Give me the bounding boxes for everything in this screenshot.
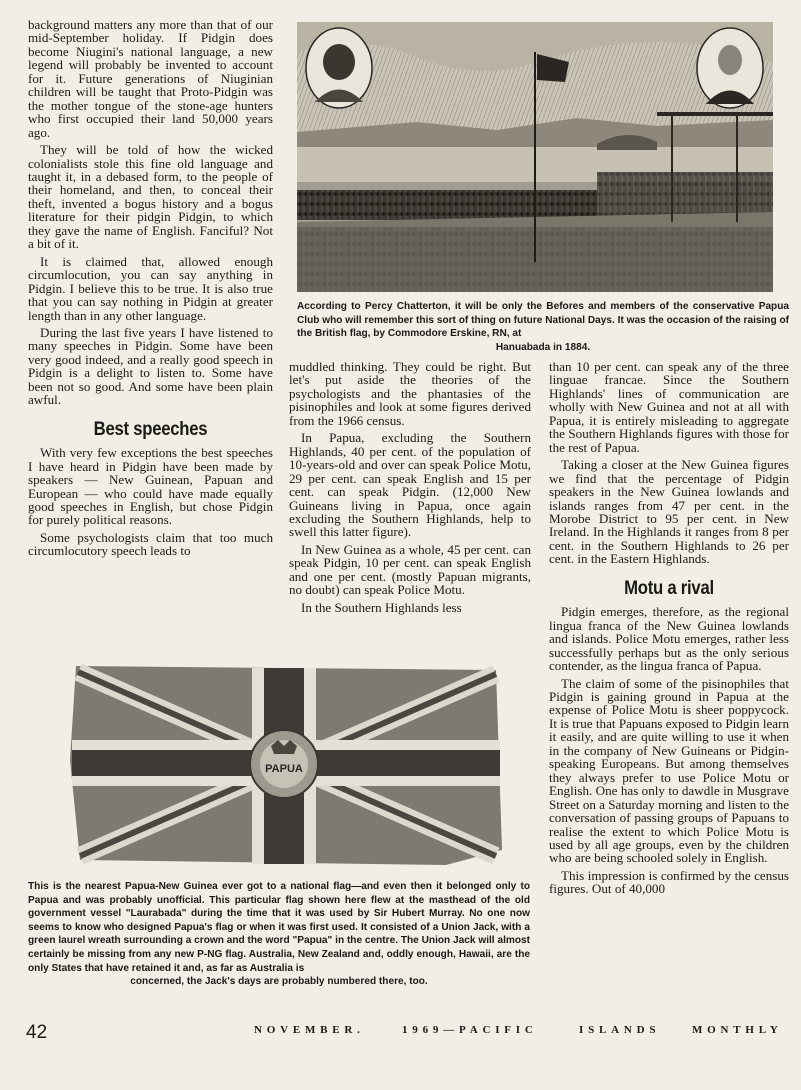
article-column-1 (28, 18, 273, 562)
footer-month: NOVEMBER. (254, 1024, 365, 1036)
section-heading-motu-a-rival: Motu a rival (624, 577, 714, 599)
paragraph: muddled thinking. They could be right. But let's put aside the theories of the psychologists and the phantasies of the pisinophiles and look at some figures derived from the 1966 census. (289, 359, 531, 428)
page-number: 42 (26, 1022, 48, 1043)
flag-caption (28, 880, 530, 989)
paragraph: It is claimed that, allowed enough circumlocution, you can say anything in Pidgin. I believe this to be true. It is also true that you can say nothing in Pidgin at greater length than in any other language. (28, 253, 273, 323)
paragraph: In New Guinea as a whole, 45 per cent. can speak Pidgin, 10 per cent. can speak English and one per cent. (mostly Papuan migrants, no doubt) can speak Police Motu. (289, 541, 531, 598)
paragraph: Pidgin emerges, therefore, as the regional lingua franca of the New Guinea lowlands and islands. Police Motu emerges, rather less successfully perhaps but as the only serious contender, as the lingua franca of Papua. (549, 604, 789, 674)
paragraph: In Papua, excluding the Southern Highlands, 40 per cent. of the population of 10-years-old and over can speak Police Motu, 29 per cent. can speak English and 15 per cent. can speak Pidgin. (12,000 New Guineans living in Papua, once again excluding the Southern Highlands, help to swell this latter figure). (289, 430, 531, 540)
caption-text-last-line: concerned, the Jack's days are probably numbered there, too. (130, 976, 428, 988)
union-jack-flag (66, 660, 504, 874)
caption-text: According to Percy Chatterton, it will be only the Befores and members of the conservative Papua Club who will remember this sort of thing on future National Days. It was the occasion of the raising of the British flag, by Commodore Erskine, RN, at (297, 301, 789, 340)
paragraph: Taking a closer at the New Guinea figures we find that the percentage of Pidgin speakers in the New Guinea lowlands and islands ranges from 47 per cent. in the Morobe District to 95 per cent. in New Ireland. In the Highlands it ranges from 8 per cent. in the Southern Highlands to 26 per cent. in the Eastern Highlands. (549, 457, 789, 567)
illustration-caption (297, 300, 789, 354)
footer-year-pacific: 1969—PACIFIC (402, 1024, 538, 1036)
engraving-scene (297, 22, 773, 292)
footer-monthly: MONTHLY (692, 1024, 783, 1036)
section-heading-best-speeches: Best speeches (93, 418, 208, 440)
paragraph: They will be told of how the wicked colonialists stole this fine old language and taught it, in a debased form, to the people of their homeland, and then, to conceal their theft, invented a bogus history and a bogus literature for their pidgin Pidgin, to which they gave the name of English. Fanciful? Not a bit of it. (28, 142, 273, 252)
paragraph: With very few exceptions the best speeches I have heard in Pidgin have been made by speakers — New Guinean, Papuan and European — who could have made equally good speeches in English, but chose Pidgin for purely political reasons. (28, 445, 273, 528)
paragraph: The claim of some of the pisinophiles that Pidgin is gaining ground in Papua at the expense of Police Motu is sheer poppycock. It is true that Papuans exposed to Pidgin learn it easily, and are quite willing to use it when in the company of New Guineans or Pidgin-speaking Europeans. But among themselves they always prefer to use Police Motu or English. One has only to dawdle in Musgrave Street on a Saturday morning and listen to the conversation of passing groups of Papuans to realise the extent to which Police Motu is used by all age groups, even by the children who are being schooled solely in English. (549, 675, 790, 866)
flag-papua-text: PAPUA (265, 763, 303, 775)
caption-text-last-line: Hanuabada in 1884. (495, 341, 591, 353)
paragraph: Some psychologists claim that too much circumlocutory speech leads to (28, 529, 273, 559)
papua-flag-photo (66, 660, 504, 874)
flag-raising-illustration (297, 22, 773, 292)
page-footer (24, 1020, 794, 1042)
paragraph: In the Southern Highlands less (301, 599, 462, 615)
caption-text: This is the nearest Papua-New Guinea ever got to a national flag—and even then it belonged only to Papua and was probably unofficial. This particular flag shown here flew at the masthead of the old government vessel "Laurabada" during the time that it was used by Sir Hubert Murray. No one now seems to know who designed Papua's flag or when it was first used. It consisted of a Union Jack, with a green laurel wreath surrounding a crown and the word "Papua" in the centre. The Union Jack will almost certainly be missing from any new P-NG flag. Australia, New Zealand and, oddly enough, Hawaii, are the only States that have retained it and, as far as Australia is (28, 881, 530, 974)
article-column-2 (289, 360, 531, 618)
footer-islands: ISLANDS (579, 1024, 661, 1036)
article-column-3 (549, 360, 789, 900)
paragraph: than 10 per cent. can speak any of the three linguae francae. Since the Southern Highlands' lines of communication are wholly with New Guinea and not at all with Papua, it is entirely misleading to aggregate the Southern Highlands figures with those for the rest of Papua. (549, 359, 789, 455)
paragraph: background matters any more than that of our mid-September holiday. If Pidgin does become Niugini's national language, a new legend will probably be invented to account for it. Future generations of Niuginian children will be taught that Proto-Pidgin was the mother tongue of the stone-age hunters who first occupied their land 50,000 years ago. (28, 17, 273, 140)
paragraph: During the last five years I have listened to many speeches in Pidgin. Some have been very good indeed, and a really good speech in Pidgin is a delight to listen to. Some have been not so good. And some have been plain awful. (28, 324, 273, 408)
paragraph: This impression is confirmed by the census figures. Out of 40,000 (549, 867, 789, 897)
